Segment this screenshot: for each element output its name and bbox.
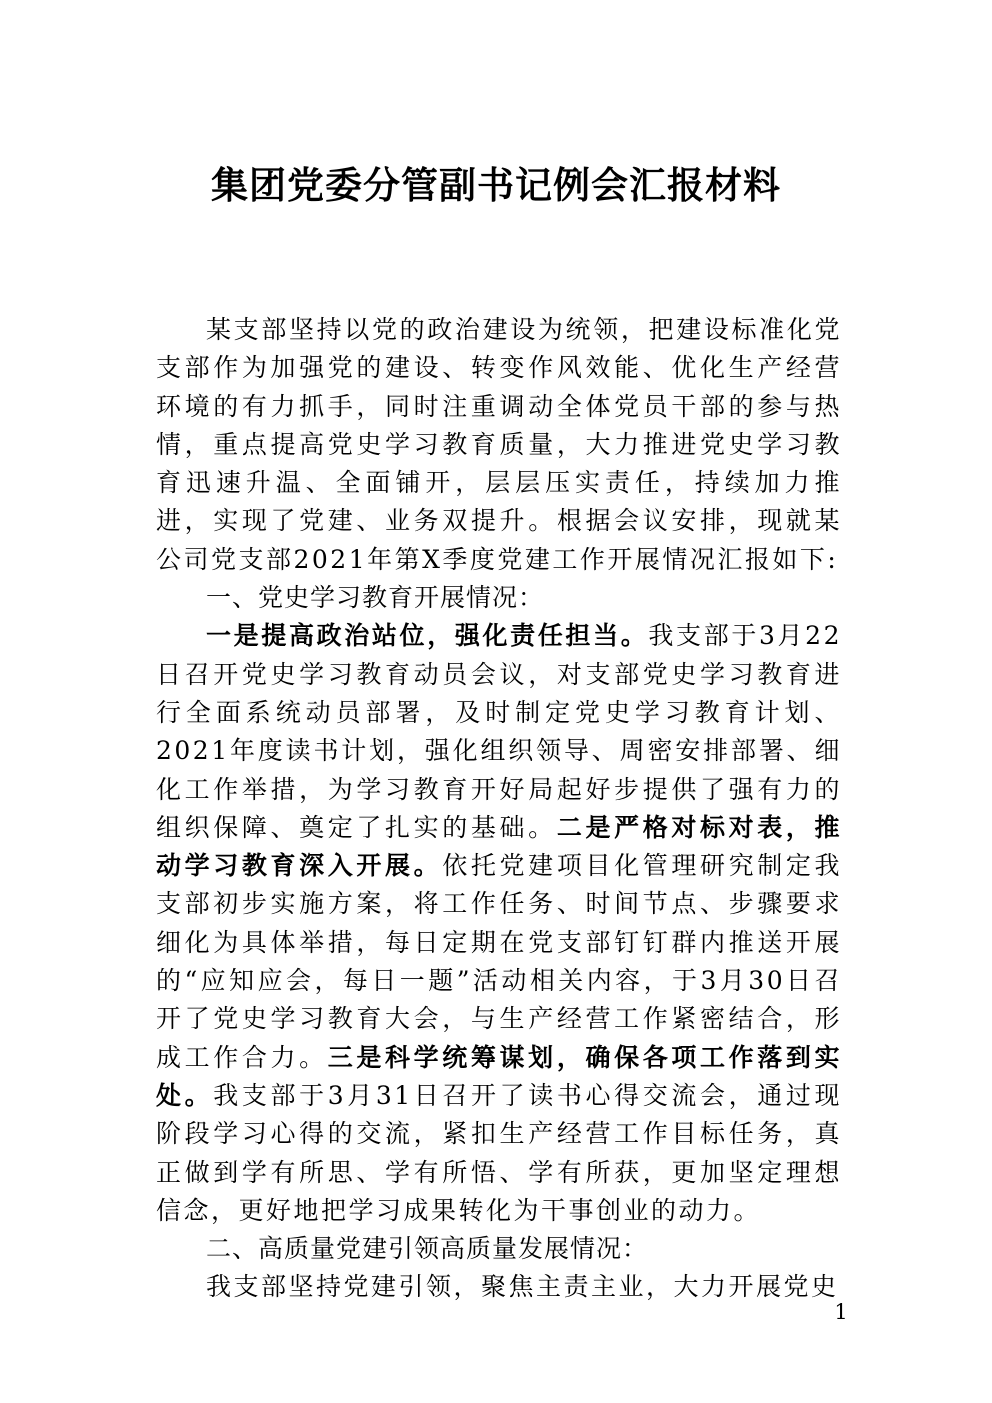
point-2-title: 二是严格对标对表，推动学习教育深入开展。 [156, 812, 842, 881]
document-title: 集团党委分管副书记例会汇报材料 [211, 163, 781, 207]
intro-paragraph: 某支部坚持以党的政治建设为统领，把建设标准化党支部作为加强党的建设、转变作风效能、优化生产经营环境的有力抓手，同时注重调动全体党员干部的参与热情，重点提高党史学习教育质量，大力推进党史学习教育迅速升温、全面铺开，层层压实责任，持续加力推进，实现了党建、业务双提升。根据会议安排，现就某公司党支部2021年第X季度党建工作开展情况汇报如下: [156, 315, 842, 574]
point-3-title: 三是科学统筹谋划，确保各项工作落到实处。 [156, 1042, 842, 1110]
page-number: 1 [834, 1300, 848, 1324]
section-1-heading: 一、党史学习教育开展情况： [206, 583, 545, 613]
point-1-title: 一是提高政治站位，强化责任担当。 [206, 621, 649, 651]
section-1-paragraph [156, 617, 842, 1230]
point-3-text: 我支部于3月31日召开了读书心得交流会，通过现阶段学习心得的交流，紧扣生产经营工作目标任务，真正做到学有所思、学有所悟、学有所获，更加坚定理想信念，更好地把学习成果转化为干事创业的动力。 [156, 1080, 842, 1225]
section-2-paragraph: 我支部坚持党建引领，聚焦主责主业，大力开展党史 [206, 1272, 839, 1302]
point-1-text: 我支部于3月22日召开党史学习教育动员会议，对支部党史学习教育进行全面系统动员部署，及时制定党史学习教育计划、2021年度读书计划，强化组织领导、周密安排部署、细化工作举措，为学习教育开好局起好步提供了强有力的组织保障、奠定了扎实的基础。 [156, 621, 842, 842]
document-body [156, 311, 842, 1307]
section-2-heading: 二、高质量党建引领高质量发展情况： [206, 1234, 649, 1264]
point-2-text: 依托党建项目化管理研究制定我支部初步实施方案，将工作任务、时间节点、步骤要求细化为具体举措，每日定期在党支部钉钉群内推送开展的“应知应会，每日一题”活动相关内容，于3月30日召开了党史学习教育大会，与生产经营工作紧密结合，形成工作合力。 [156, 851, 842, 1072]
